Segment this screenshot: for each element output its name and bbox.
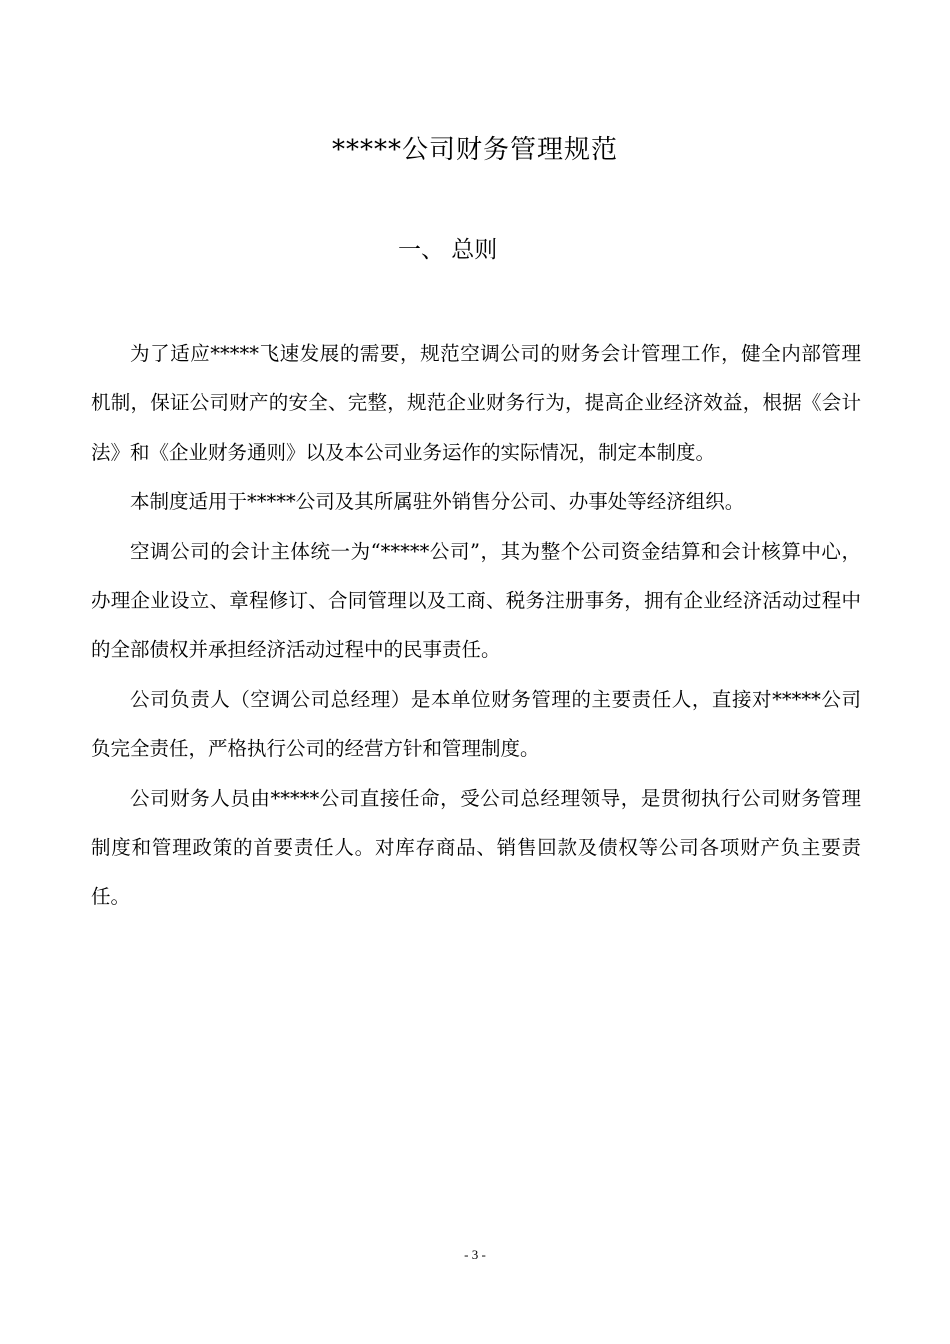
paragraph-responsible-person: 公司负责人（空调公司总经理）是本单位财务管理的主要责任人，直接对*****公司负完全责任，严格执行公司的经营方针和管理制度。 — [91, 687, 861, 761]
body-text — [91, 329, 861, 922]
page-number: - 3 - — [464, 1247, 486, 1262]
document-title: *****公司财务管理规范 — [331, 135, 618, 165]
paragraph-accounting-entity: 空调公司的会计主体统一为“*****公司”，其为整个公司资金结算和会计核算中心，办理企业设立、章程修订、合同管理以及工商、税务注册事务，拥有企业经济活动过程中的全部债权并承担经济活动过程中的民事责任。 — [91, 539, 861, 662]
paragraph-purpose: 为了适应*****飞速发展的需要，规范空调公司的财务会计管理工作，健全内部管理机制，保证公司财产的安全、完整，规范企业财务行为，提高企业经济效益，根据《会计法》和《企业财务通则》以及本公司业务运作的实际情况，制定本制度。 — [91, 342, 861, 464]
paragraph-finance-staff: 公司财务人员由*****公司直接任命，受公司总经理领导，是贯彻执行公司财务管理制度和管理政策的首要责任人。对库存商品、销售回款及债权等公司各项财产负主要责任。 — [91, 786, 861, 909]
section-heading: 一、 总则 — [398, 237, 498, 263]
paragraph-scope: 本制度适用于*****公司及其所属驻外销售分公司、办事处等经济组织。 — [130, 490, 745, 514]
